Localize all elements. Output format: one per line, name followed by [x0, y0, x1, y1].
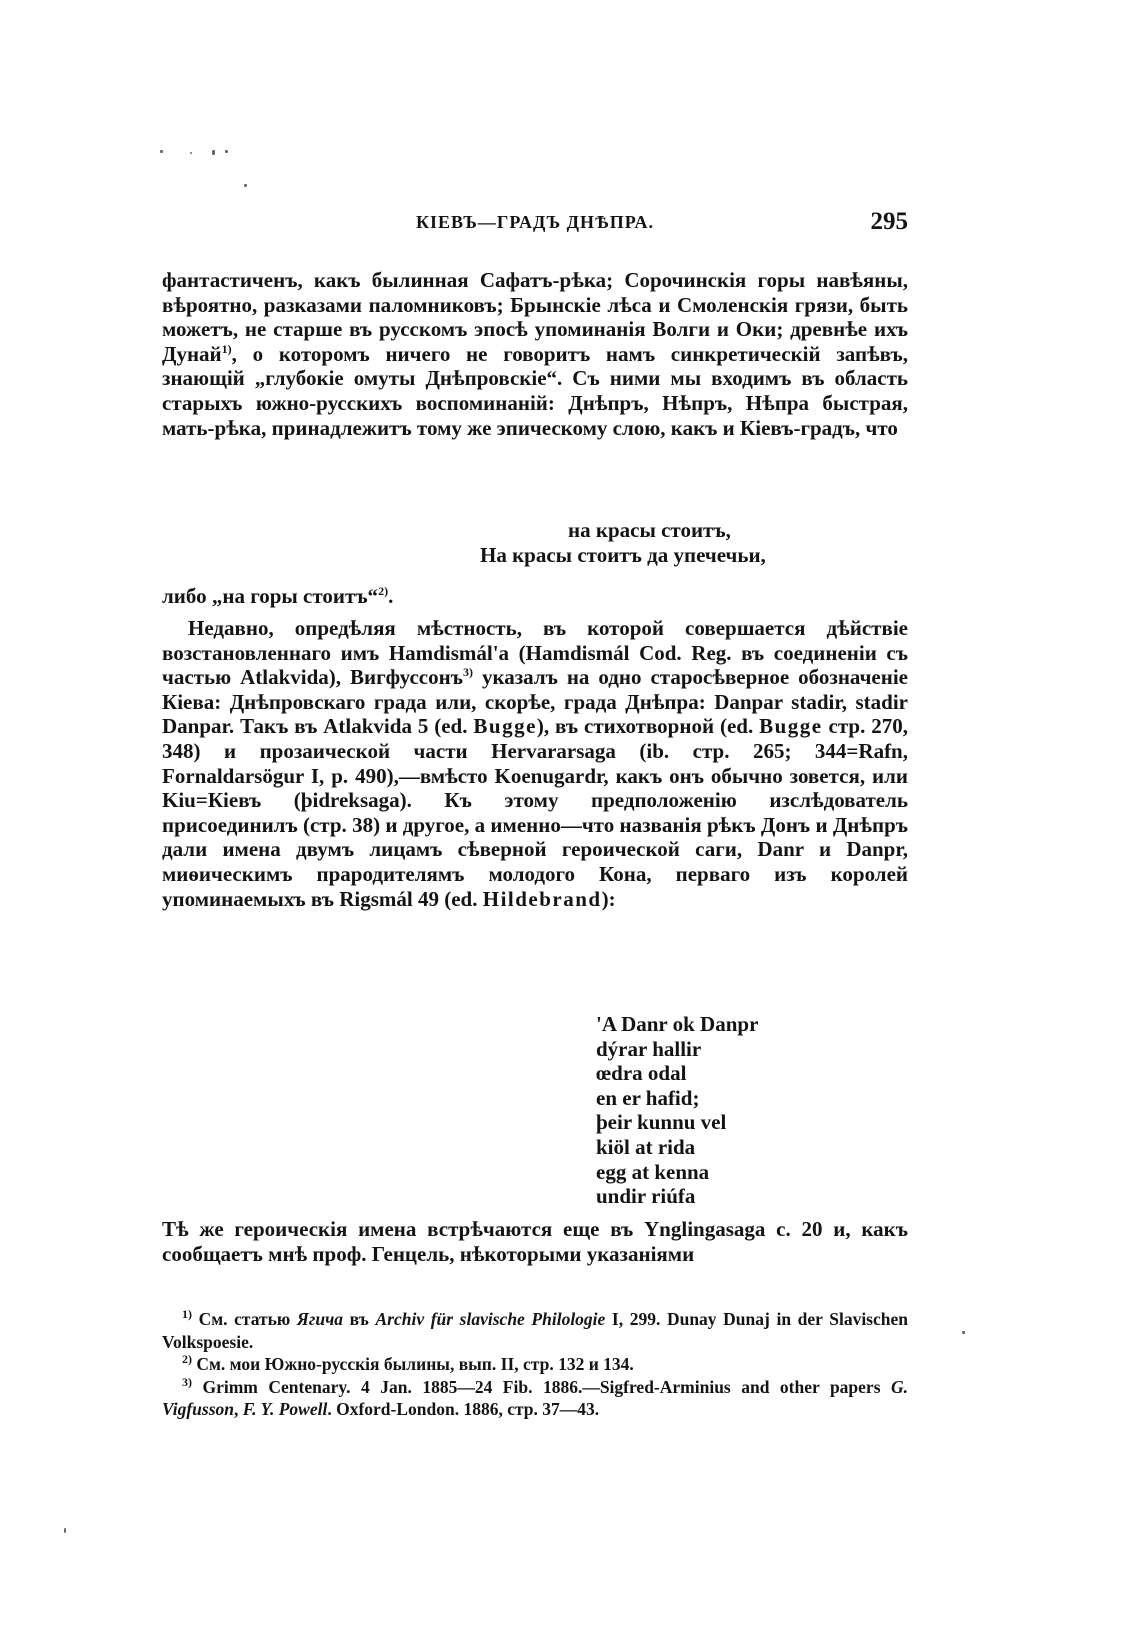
- paragraph-1-end-text: либо „на горы стоитъ“: [162, 584, 379, 608]
- scan-speck: [225, 150, 228, 153]
- verse-line: œdra odal: [596, 1061, 687, 1086]
- paragraph-1-end: [162, 584, 393, 609]
- scan-speck: [244, 184, 247, 187]
- footnote-1: [162, 1308, 908, 1353]
- footnotes: [162, 1308, 908, 1421]
- footnote-mark: 3): [182, 1374, 192, 1389]
- footnote-text: I, 299. Dunay Dunaj in der Slavischen Volkspoesie.: [162, 1309, 908, 1352]
- editor-name: Bugge: [473, 714, 537, 739]
- footnote-author: Ягича: [296, 1309, 344, 1329]
- paragraph-1-text: фантастиченъ, какъ былинная Сафатъ-рѣка; Сорочинскія горы навѣяны, вѣроятно, разказами паломниковъ; Брынскіе лѣса и Смоленскія грязи, быть можетъ, не старше въ русскомъ эпосѣ упоминанія Волги и Оки; древнѣе ихъ Дунай: [162, 268, 908, 366]
- footnote-ref: 1): [221, 341, 232, 356]
- scan-speck: [190, 152, 192, 154]
- paragraph-1: [162, 268, 908, 440]
- paragraph-2: [162, 616, 908, 911]
- verse-line: на красы стоитъ,: [568, 518, 731, 542]
- footnote-ref: 2): [378, 584, 389, 598]
- footnote-journal: Archiv für slavische Philologie: [375, 1309, 606, 1329]
- footnote-text: . Oxford-London. 1886, стр. 37—43.: [327, 1399, 600, 1419]
- verse-line: kiöl at rida: [596, 1134, 696, 1159]
- verse-line: На красы стоитъ да упечечьи,: [480, 542, 766, 567]
- footnote-mark: 1): [182, 1307, 192, 1322]
- footnote-text: См. мои Южно-русскія былины, вып. II, стр. 132 и 134.: [196, 1354, 634, 1374]
- scan-speck: [64, 1528, 66, 1533]
- paragraph-2-text-c: ), въ стихотворной (ed.: [536, 714, 754, 739]
- scan-speck: [962, 1331, 965, 1334]
- footnote-mark: 2): [182, 1352, 192, 1367]
- editor-name: Bugge: [759, 714, 823, 739]
- footnote-ref: 3): [462, 665, 473, 680]
- paragraph-2-text-b: указалъ на одно старосѣверное обозначеніе Кіева: Днѣпровскаго града или, скорѣе, града Днѣпра: Danpar stadir, stadir Danpar. Такъ въ Atlakvida 5 (ed.: [162, 665, 909, 739]
- verse-line: þeir kunnu vel: [596, 1110, 727, 1135]
- running-head: [162, 208, 908, 242]
- verse-line: 'A Danr ok Danpr: [596, 1012, 759, 1036]
- footnote-author: F. Y. Powell: [242, 1399, 328, 1419]
- footnote-author: G. Vigfusson: [162, 1376, 909, 1419]
- paragraph-2-text-a: Недавно, опредѣляя мѣстность, въ которой совершается дѣйствіе возстановленнаго имъ Hamdismál'a (Hamdismál Cod. Reg. въ соединеніи съ частью Atlakvida), Вигфуссонъ: [162, 616, 908, 690]
- verse-quote-2: [596, 1012, 758, 1209]
- verse-line: undir riúfa: [596, 1184, 696, 1209]
- paragraph-1-text-b: , о которомъ ничего не говоритъ намъ синкретическій запѣвъ, знающій „глубокіе омуты Днѣпровскіе“. Съ ними мы входимъ въ область старыхъ южно-русскихъ воспоминаній: Днѣпръ, Нѣпръ, Нѣпра быстрая, мать-рѣка, принадлежитъ тому же эпическому слою, какъ и Кіевъ-градъ, что: [162, 341, 908, 440]
- footnote-text: Grimm Centenary. 4 Jan. 1885—24 Fib. 1886.—Sigfred-Arminius and other papers: [202, 1376, 881, 1397]
- editor-name: Hildebrand: [482, 886, 602, 911]
- scan-speck: [160, 150, 163, 153]
- page-number: 295: [870, 208, 908, 235]
- verse-quote-1: [162, 518, 908, 567]
- paragraph-2-text-d: стр. 270, 348) и прозаической части Hervararsaga (ib. стр. 265; 344=Rafn, Fornaldarsögur I, p. 490),—вмѣсто Koenugardr, какъ онъ обычно зовется, или Kiu=Кіевъ (þidreksaga). Къ этому предположенію изслѣдователь присоединилъ (стр. 38) и другое, а именно—что названія рѣкъ Донъ и Днѣпръ дали имена двумъ лицамъ сѣверной героической саги, Danr и Danpr, миѳическимъ прародителямъ молодого Кона, перваго изъ королей упоминаемыхъ въ Rigsmál 49 (ed.: [162, 714, 909, 911]
- verse-line: dýrar hallir: [596, 1036, 702, 1061]
- footnote-2: [162, 1353, 908, 1376]
- paragraph-2-text-e: ):: [601, 886, 616, 911]
- footnote-text: См. статью: [198, 1309, 291, 1329]
- paragraph-3: [162, 1217, 908, 1266]
- footnote-3: [162, 1376, 908, 1421]
- verse-line: egg at kenna: [596, 1159, 710, 1184]
- scan-speck: [212, 150, 215, 155]
- running-title: КІЕВЪ—ГРАДЪ ДНѢПРА.: [415, 212, 654, 232]
- paragraph-3-text: Тѣ же героическія имена встрѣчаются еще въ Ynglingasaga c. 20 и, какъ сообщаетъ мнѣ проф. Генцель, нѣкоторыми указаніями: [162, 1217, 908, 1266]
- footnote-text: ,: [233, 1399, 239, 1419]
- punct: .: [388, 584, 394, 608]
- verse-line: en er hafid;: [596, 1085, 700, 1110]
- footnote-text: въ: [349, 1309, 369, 1329]
